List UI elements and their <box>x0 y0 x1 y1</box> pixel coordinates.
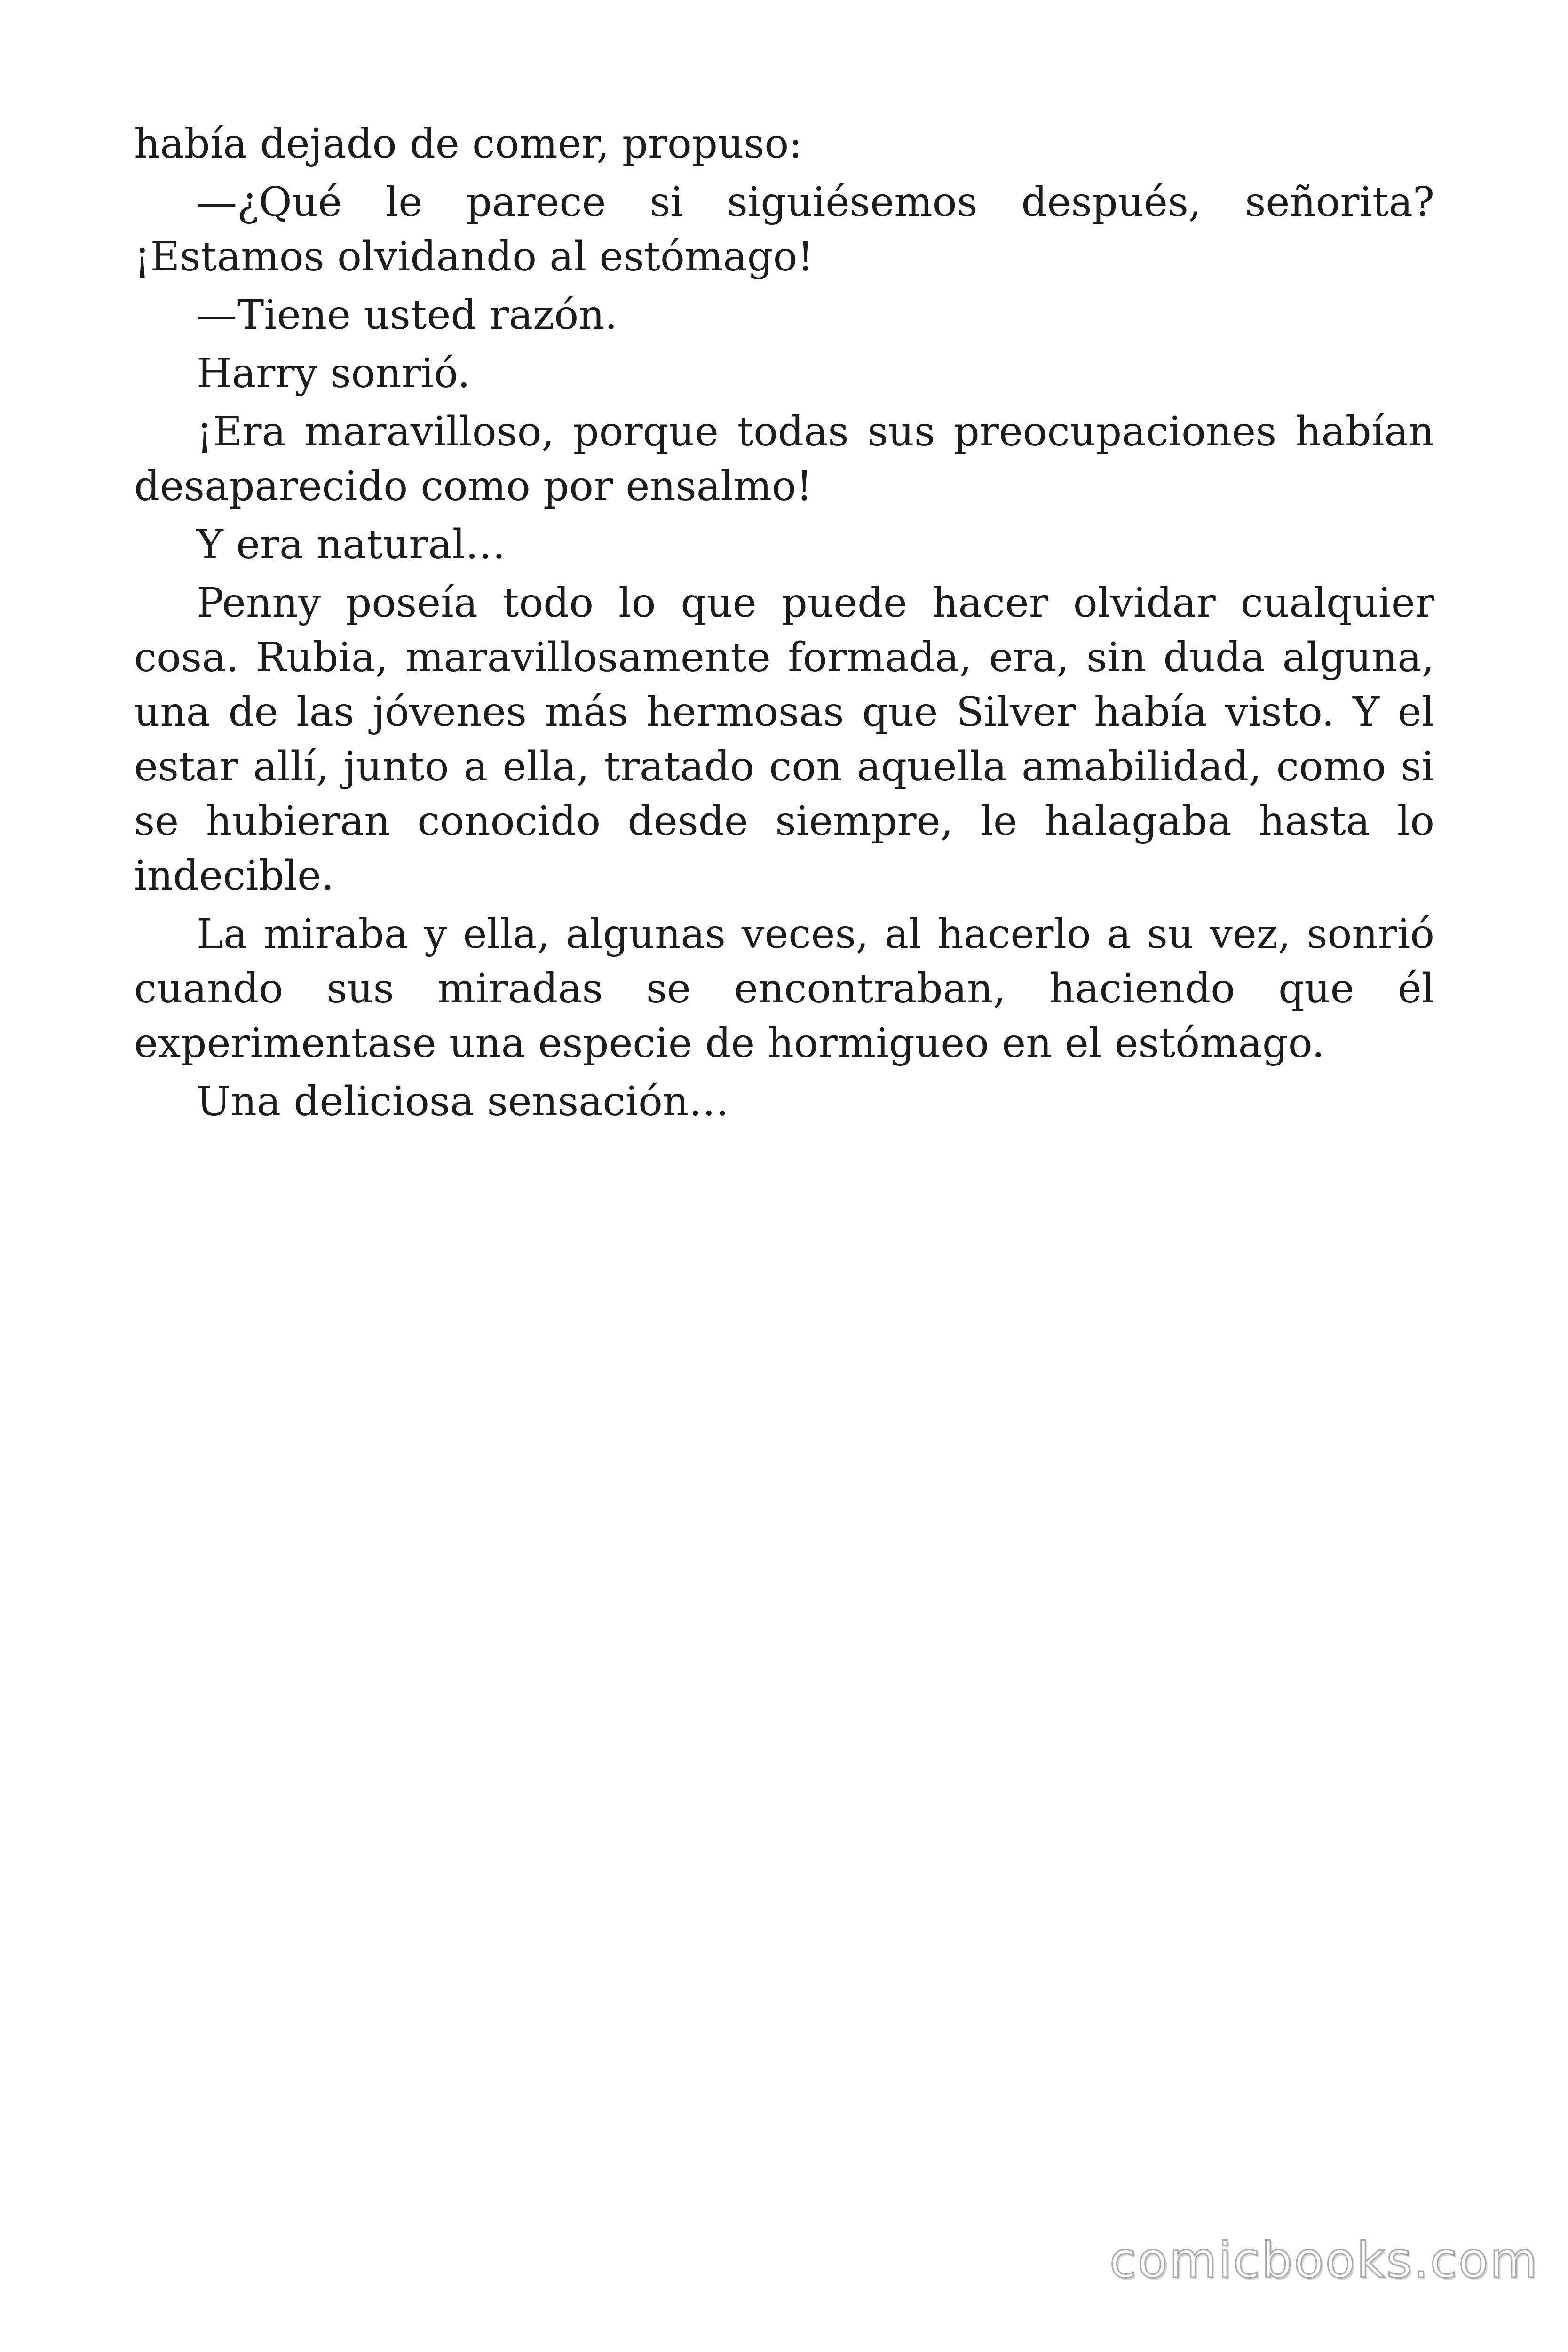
watermark: comicbooks.com <box>1109 2232 1539 2289</box>
paragraph: —¿Qué le parece si siguiésemos después, señorita? ¡Estamos olvidando al estómago! <box>134 179 1434 280</box>
paragraph: Una deliciosa sensación… <box>197 1078 729 1125</box>
paragraph: Y era natural… <box>197 521 506 568</box>
paragraph: —Tiene usted razón. <box>197 292 618 339</box>
paragraph: Penny poseía todo lo que puede hacer olvidar cualquier cosa. Rubia, maravillosamente formada, era, sin duda alguna, una de las jóvenes más hermosas que Silver había visto. Y el estar allí, junto a ella, tratado con aquella amabilidad, como si se hubieran conocido desde siempre, le halagaba hasta lo indecible. <box>134 580 1434 899</box>
paragraph: Harry sonrió. <box>197 350 470 397</box>
paragraph: había dejado de comer, propuso: <box>134 120 803 167</box>
paragraph: ¡Era maravilloso, porque todas sus preocupaciones habían desaparecido como por ensalmo! <box>134 408 1434 510</box>
paragraph: La miraba y ella, algunas veces, al hacerlo a su vez, sonrió cuando sus miradas se encontraban, haciendo que él experimentase una especie de hormigueo en el estómago. <box>134 911 1434 1067</box>
body-text <box>134 117 1434 1133</box>
